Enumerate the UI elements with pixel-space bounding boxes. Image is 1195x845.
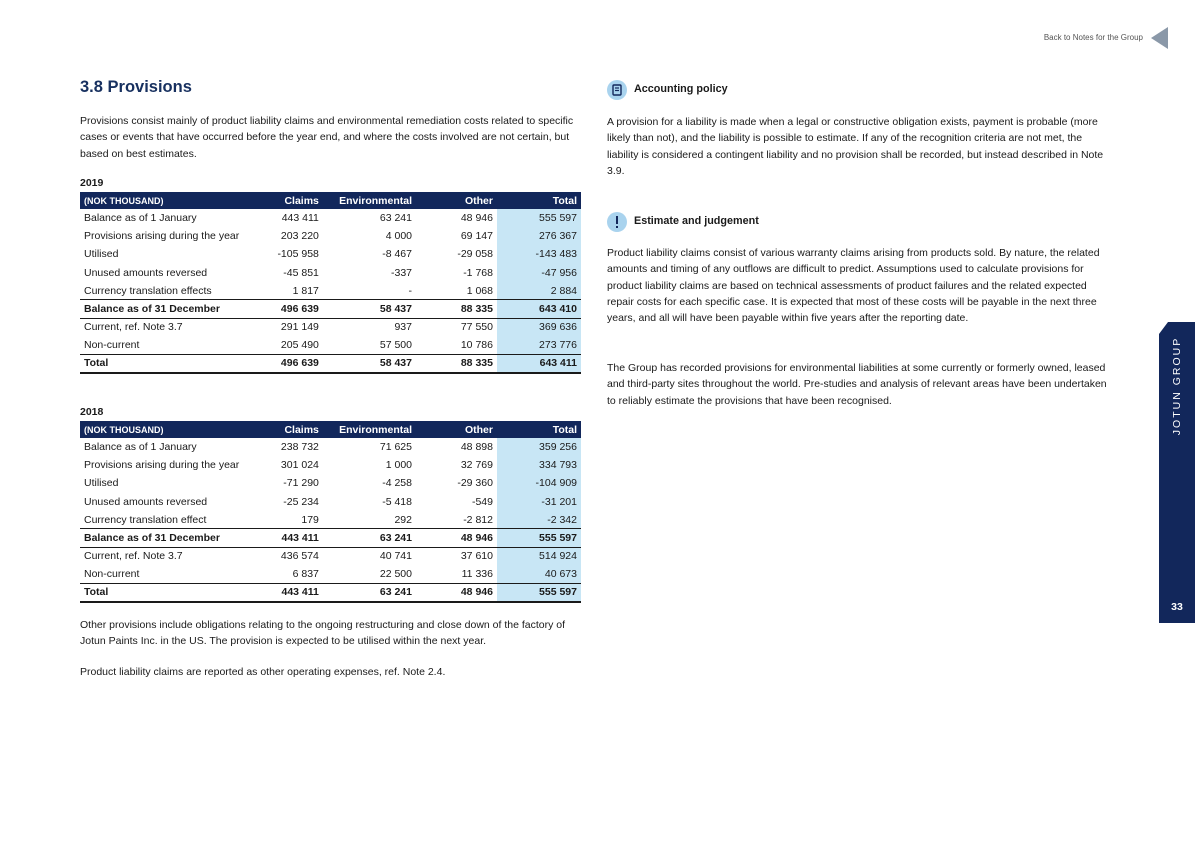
row-label: Total xyxy=(80,355,248,373)
header-cell: Total xyxy=(497,192,581,209)
value-cell: 58 437 xyxy=(323,300,416,318)
table-row xyxy=(80,282,581,300)
estimate-paragraph-1: Product liability claims consist of various warranty claims arising from products sold. By nature, the related amounts and timing of any outflows are difficult to predict. Assumptions used to calculate provisions for product liability claims are based on technical assessments of product failures and the related expected repair costs for each specific case. It is expected that most of these costs will be payable in the next three years, and all will have been payable within five years after the reporting date. xyxy=(607,247,1100,325)
value-cell: 48 946 xyxy=(416,529,497,547)
back-to-notes-link[interactable]: Back to Notes for the Group xyxy=(1043,33,1143,42)
provisions-table-2019 xyxy=(80,192,581,374)
table-row xyxy=(80,547,581,565)
value-cell: 292 xyxy=(394,513,412,526)
year-label-2018: 2018 xyxy=(80,406,104,418)
value-cell: 11 336 xyxy=(461,568,493,581)
table-header-row xyxy=(80,421,581,438)
value-cell: 4 000 xyxy=(385,230,412,243)
value-cell: 40 673 xyxy=(497,565,581,583)
table-row xyxy=(80,456,581,474)
value-cell: 58 437 xyxy=(323,355,416,373)
row-label: Current, ref. Note 3.7 xyxy=(84,321,183,334)
value-cell: 555 597 xyxy=(497,584,581,602)
value-cell: 22 500 xyxy=(379,568,412,581)
value-cell: 63 241 xyxy=(379,212,412,225)
intro-paragraph: Provisions consist mainly of product liability claims and environmental remediation costs related to specific cases or events that have occurred before the year end, and where the costs involved are not certain, but based on best estimates. xyxy=(80,115,574,160)
table-row xyxy=(80,529,581,547)
table-row xyxy=(80,300,581,318)
value-cell: 443 411 xyxy=(248,529,323,547)
value-cell: 77 550 xyxy=(460,321,493,334)
table-row xyxy=(80,264,581,282)
value-cell: -25 234 xyxy=(283,495,319,508)
value-cell: 369 636 xyxy=(497,318,581,336)
value-cell: -71 290 xyxy=(283,477,319,490)
side-tab-label: JOTUN GROUP xyxy=(1171,336,1183,436)
product-liability-note: Product liability claims are reported as other operating expenses, ref. Note 2.4. xyxy=(80,666,446,678)
header-cell: Total xyxy=(497,421,581,438)
accounting-policy-title: Accounting policy xyxy=(634,83,728,95)
row-label: Balance as of 31 December xyxy=(80,529,248,547)
header-cell: (NOK THOUSAND) xyxy=(80,421,248,438)
table-row xyxy=(80,474,581,492)
value-cell: 63 241 xyxy=(323,584,416,602)
value-cell: 643 411 xyxy=(497,355,581,373)
value-cell: 937 xyxy=(394,321,412,334)
provisions-table-2018 xyxy=(80,421,581,603)
value-cell: -2 812 xyxy=(463,513,493,526)
value-cell: -2 342 xyxy=(497,511,581,529)
value-cell: -5 418 xyxy=(382,495,412,508)
value-cell: -45 851 xyxy=(283,266,319,279)
value-cell: 1 817 xyxy=(292,284,319,297)
row-label: Balance as of 1 January xyxy=(84,212,197,225)
value-cell: -4 258 xyxy=(382,477,412,490)
estimate-paragraph-2: The Group has recorded provisions for environmental liabilities at some currently or formerly owned, leased and third-party sites throughout the world. Pre-studies and analysis of relevant areas have been undertaken to reliably estimate the provisions that have been recognised. xyxy=(607,362,1107,407)
row-label: Provisions arising during the year xyxy=(84,230,240,243)
value-cell: 63 241 xyxy=(323,529,416,547)
table-row xyxy=(80,584,581,602)
book-icon xyxy=(607,80,627,100)
value-cell: 436 574 xyxy=(280,550,319,563)
header-cell: Environmental xyxy=(323,192,416,209)
value-cell: 514 924 xyxy=(497,547,581,565)
row-label: Currency translation effects xyxy=(84,284,212,297)
value-cell: 276 367 xyxy=(497,227,581,245)
row-label: Provisions arising during the year xyxy=(84,459,240,472)
value-cell: 48 946 xyxy=(460,212,493,225)
table-row xyxy=(80,565,581,583)
value-cell: 203 220 xyxy=(280,230,319,243)
estimate-judgement-title: Estimate and judgement xyxy=(634,215,759,227)
table-row xyxy=(80,438,581,456)
value-cell: 496 639 xyxy=(248,355,323,373)
value-cell: 643 410 xyxy=(497,300,581,318)
year-label-2019: 2019 xyxy=(80,177,104,189)
value-cell: 443 411 xyxy=(248,584,323,602)
value-cell: 496 639 xyxy=(248,300,323,318)
value-cell: 6 837 xyxy=(292,568,319,581)
accounting-policy-text: A provision for a liability is made when a legal or constructive obligation exists, payment is probable (more likely than not), and the liability is possible to estimate. If any of the recognition criteria are not met, the liability is considered a contingent liability and no provision shall be recorded, but instead described in Note 3.9. xyxy=(607,116,1104,177)
value-cell: 48 946 xyxy=(416,584,497,602)
value-cell: -143 483 xyxy=(497,245,581,263)
value-cell: 48 898 xyxy=(460,441,493,454)
value-cell: -105 958 xyxy=(277,248,319,261)
value-cell: 359 256 xyxy=(497,438,581,456)
value-cell: 291 149 xyxy=(280,321,319,334)
value-cell: 37 610 xyxy=(460,550,493,563)
header-cell: Environmental xyxy=(323,421,416,438)
row-label: Utilised xyxy=(84,477,119,490)
value-cell: 88 335 xyxy=(416,355,497,373)
value-cell: 205 490 xyxy=(280,339,319,352)
back-arrow-icon[interactable] xyxy=(1151,27,1168,49)
table-row xyxy=(80,209,581,227)
value-cell: -8 467 xyxy=(382,248,412,261)
value-cell: 71 625 xyxy=(379,441,412,454)
value-cell: -549 xyxy=(471,495,493,508)
header-cell: Claims xyxy=(248,421,323,438)
value-cell: 555 597 xyxy=(497,209,581,227)
value-cell: 555 597 xyxy=(497,529,581,547)
row-label: Unused amounts reversed xyxy=(84,266,208,279)
table-row xyxy=(80,227,581,245)
value-cell: -31 201 xyxy=(497,493,581,511)
row-label: Balance as of 1 January xyxy=(84,441,197,454)
value-cell: 179 xyxy=(301,513,319,526)
row-label: Currency translation effect xyxy=(84,513,207,526)
row-label: Unused amounts reversed xyxy=(84,495,208,508)
row-label: Total xyxy=(80,584,248,602)
header-cell: Claims xyxy=(248,192,323,209)
value-cell: 273 776 xyxy=(497,336,581,354)
exclamation-icon xyxy=(607,212,627,232)
header-cell: (NOK THOUSAND) xyxy=(80,192,248,209)
row-label: Non-current xyxy=(84,339,140,352)
row-label: Non-current xyxy=(84,568,140,581)
value-cell: -104 909 xyxy=(497,474,581,492)
table-row xyxy=(80,336,581,354)
other-provisions-note: Other provisions include obligations relating to the ongoing restructuring and close down of the factory of Jotun Paints Inc. in the US. The provision is expected to be utilised within the next year. xyxy=(80,619,566,648)
table-row xyxy=(80,318,581,336)
value-cell: 88 335 xyxy=(416,300,497,318)
value-cell: 40 741 xyxy=(379,550,412,563)
table-header-row xyxy=(80,192,581,209)
table-row xyxy=(80,511,581,529)
value-cell: 69 147 xyxy=(460,230,493,243)
value-cell: 1 068 xyxy=(466,284,493,297)
value-cell: 10 786 xyxy=(460,339,493,352)
value-cell: 334 793 xyxy=(497,456,581,474)
page-number: 33 xyxy=(1171,601,1183,613)
value-cell: 32 769 xyxy=(460,459,493,472)
table-row xyxy=(80,493,581,511)
header-cell: Other xyxy=(416,421,497,438)
side-tab-notch xyxy=(1159,322,1168,334)
value-cell: -29 360 xyxy=(457,477,493,490)
value-cell: -47 956 xyxy=(497,264,581,282)
value-cell: - xyxy=(408,284,412,297)
row-label: Current, ref. Note 3.7 xyxy=(84,550,183,563)
value-cell: 2 884 xyxy=(497,282,581,300)
row-label: Utilised xyxy=(84,248,119,261)
value-cell: -1 768 xyxy=(463,266,493,279)
header-cell: Other xyxy=(416,192,497,209)
page-title: 3.8 Provisions xyxy=(80,78,192,96)
value-cell: -29 058 xyxy=(457,248,493,261)
table-row xyxy=(80,245,581,263)
value-cell: 1 000 xyxy=(385,459,412,472)
value-cell: 443 411 xyxy=(281,212,319,225)
value-cell: 238 732 xyxy=(280,441,319,454)
value-cell: 57 500 xyxy=(379,339,412,352)
value-cell: -337 xyxy=(390,266,412,279)
value-cell: 301 024 xyxy=(280,459,319,472)
row-label: Balance as of 31 December xyxy=(80,300,248,318)
table-row xyxy=(80,355,581,373)
